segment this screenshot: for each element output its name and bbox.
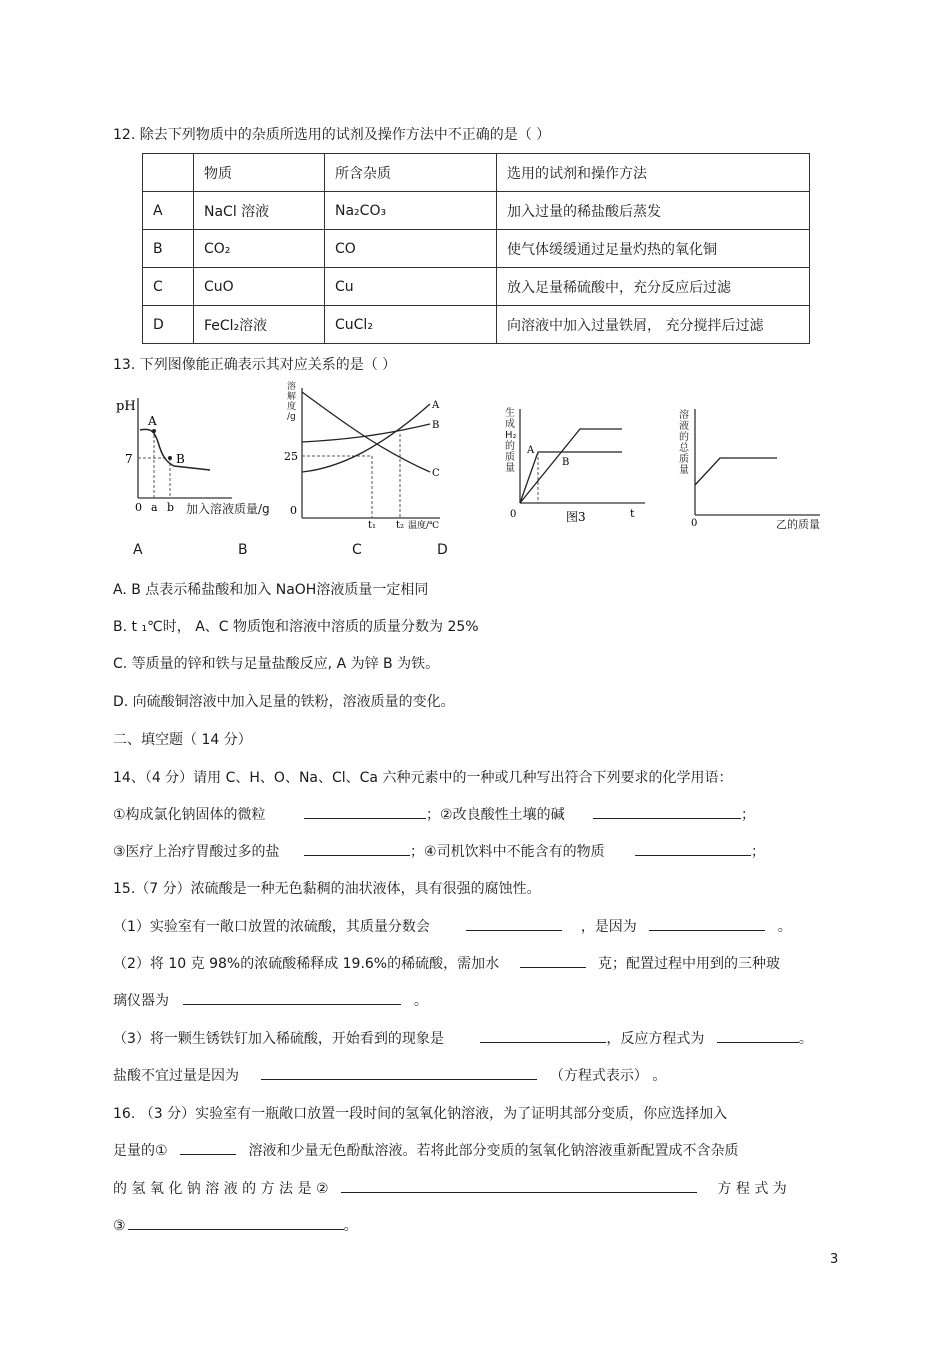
x-axis-label-b: 温度/℃: [408, 521, 440, 530]
curve-c-label: C: [432, 468, 440, 479]
q12-table: [142, 153, 810, 344]
q14-stem: 14、（4 分）请用 C、H、O、Na、Cl、Ca 六种元素中的一种或几种写出符合下列要求的化学用语：: [113, 770, 733, 786]
figure-caption: 图3: [566, 510, 586, 524]
q15-text: 。: [798, 1031, 813, 1047]
q14-line-2: [113, 841, 765, 861]
q14-item-2: ；②改良酸性土壤的碱: [426, 807, 565, 823]
figure-d: [675, 405, 825, 530]
q16-text: ③: [113, 1218, 126, 1234]
table-cell: 加入过量的稀盐酸后蒸发: [497, 192, 810, 230]
table-header-cell: [143, 154, 194, 192]
page-number: 3: [830, 1252, 839, 1267]
q15-part-3b: [113, 1065, 666, 1085]
mass-line: [695, 458, 777, 485]
table-cell: CO: [325, 230, 497, 268]
q15-stem: 15.（7 分）浓硫酸是一种无色黏稠的油状液体，具有很强的腐蚀性。: [113, 881, 541, 897]
point-a-label: A: [148, 414, 157, 428]
curve-a-label: A: [432, 400, 440, 411]
q16-text: 。: [343, 1218, 358, 1234]
tick-a: a: [151, 501, 158, 514]
q15-text: （3）将一颗生锈铁钉加入稀硫酸，开始看到的现象是: [113, 1031, 444, 1047]
q16-line-3: [113, 1178, 787, 1198]
q15-part-1: [113, 916, 792, 936]
table-row: [143, 192, 810, 230]
q16-text: 足量的①: [113, 1143, 168, 1159]
q15-text: 。: [777, 919, 792, 935]
q15-text: 克；配置过程中用到的三种玻: [598, 956, 781, 972]
q15-text: （1）实验室有一敞口放置的浓硫酸，其质量分数会: [113, 919, 430, 935]
table-cell: NaCl 溶液: [194, 192, 325, 230]
answer-blank[interactable]: [128, 1215, 344, 1230]
q15-text: 。: [413, 993, 428, 1009]
answer-blank[interactable]: [304, 841, 410, 856]
table-cell: Cu: [325, 268, 497, 306]
x-axis-label-a: 加入溶液质量/g: [186, 502, 270, 516]
q12-stem: 12. 除去下列物质中的杂质所选用的试剂及操作方法中不正确的是（ ）: [113, 127, 551, 143]
q15-part-3: [113, 1028, 813, 1048]
table-cell: 使气体缓缓通过足量灼热的氧化铜: [497, 230, 810, 268]
figure-label-b: B: [238, 542, 248, 558]
curve-b: [302, 424, 430, 442]
q16-text: 的 氢 氧 化 钠 溶 液 的 方 法 是 ②: [113, 1181, 329, 1197]
q14-semicolon: ；: [741, 807, 756, 823]
line-b: [520, 429, 622, 503]
origin-label: 0: [691, 518, 698, 529]
q15-text: ，是因为: [580, 919, 637, 935]
figure-label-c: C: [352, 542, 362, 558]
q16-line-4: [113, 1215, 358, 1235]
answer-blank[interactable]: [593, 804, 741, 819]
option-a: A. B 点表示稀盐酸和加入 NaOH溶液质量一定相同: [113, 582, 429, 598]
option-b: B. t ₁℃时， A、C 物质饱和溶液中溶质的质量分数为 25%: [113, 619, 479, 635]
table-cell: CuCl₂: [325, 306, 497, 344]
q14-item-1: ①构成氯化钠固体的微粒: [113, 807, 266, 823]
y-axis-label: pH: [116, 399, 136, 414]
table-row: [143, 230, 810, 268]
table-cell: 向溶液中加入过量铁屑， 充分搅拌后过滤: [497, 306, 810, 344]
q16-line-1: 16. （3 分）实验室有一瓶敞口放置一段时间的氢氧化钠溶液，为了证明其部分变质，你应选择加入: [113, 1106, 728, 1122]
x-axis-label-c: t: [630, 507, 635, 520]
answer-blank[interactable]: [649, 916, 765, 931]
answer-blank[interactable]: [304, 804, 426, 819]
table-cell: FeCl₂溶液: [194, 306, 325, 344]
q15-text: ，反应方程式为: [606, 1031, 705, 1047]
table-header-row: [143, 154, 810, 192]
table-header-cell: 物质: [194, 154, 325, 192]
table-header-cell: 选用的试剂和操作方法: [497, 154, 810, 192]
table-cell: B: [143, 230, 194, 268]
point-b-marker: [168, 456, 172, 460]
curve-c: [302, 392, 430, 472]
answer-blank[interactable]: [180, 1140, 236, 1155]
ph-curve: [140, 429, 210, 470]
q16-text: 方 程 式 为: [717, 1181, 787, 1197]
answer-blank[interactable]: [183, 990, 401, 1005]
q14-item-4: ；④司机饮料中不能含有的物质: [410, 844, 605, 860]
q16-line-2: [113, 1140, 738, 1160]
origin-label: 0: [510, 509, 517, 520]
q14-semicolon: ；: [751, 844, 766, 860]
y-axis-label-b: 溶 解 度 /g: [287, 382, 297, 422]
table-cell: CuO: [194, 268, 325, 306]
table-cell: CO₂: [194, 230, 325, 268]
q15-text: 璃仪器为: [113, 993, 169, 1009]
table-cell: A: [143, 192, 194, 230]
table-cell: 放入足量稀硫酸中，充分反应后过滤: [497, 268, 810, 306]
curve-b-label: B: [432, 420, 440, 431]
table-header-cell: 所含杂质: [325, 154, 497, 192]
answer-blank[interactable]: [261, 1065, 537, 1080]
origin-label: 0: [290, 504, 297, 517]
curve-a: [302, 404, 430, 472]
q15-text: 盐酸不宜过量是因为: [113, 1068, 239, 1084]
x-axis-label-d: 乙的质量: [776, 518, 820, 531]
y-axis-label-c: 生成H₂的质量: [505, 408, 517, 474]
tick-t2: t₂: [396, 520, 405, 530]
figure-c: [500, 405, 650, 530]
tick-25: 25: [284, 450, 298, 463]
table-cell: Na₂CO₃: [325, 192, 497, 230]
q14-item-3: ③医疗上治疗胃酸过多的盐: [113, 844, 280, 860]
answer-blank[interactable]: [635, 841, 751, 856]
answer-blank[interactable]: [520, 953, 586, 968]
line-b-label: B: [562, 457, 570, 468]
q13-stem: 13. 下列图像能正确表示其对应关系的是（ ）: [113, 357, 397, 373]
q14-line-1: [113, 804, 755, 824]
option-d: D. 向硫酸铜溶液中加入足量的铁粉，溶液质量的变化。: [113, 694, 455, 710]
answer-blank[interactable]: [341, 1178, 697, 1193]
origin-label: 0: [135, 501, 142, 514]
q15-part-2b: [113, 990, 428, 1010]
point-a-marker: [152, 429, 156, 433]
tick-t1: t₁: [368, 520, 377, 530]
figure-label-a: A: [133, 542, 143, 558]
tick-b: b: [167, 501, 175, 514]
q15-text: （方程式表示） 。: [549, 1068, 667, 1084]
option-c: C. 等质量的锌和铁与足量盐酸反应, A 为锌 B 为铁。: [113, 656, 440, 672]
q16-text: 溶液和少量无色酚酞溶液。若将此部分变质的氢氧化钠溶液重新配置成不含杂质: [248, 1143, 739, 1159]
table-row: [143, 268, 810, 306]
y-axis-label-d: 溶液的总质量: [679, 410, 689, 476]
section-title: 二、填空题（ 14 分）: [113, 732, 252, 748]
figure-label-d: D: [437, 542, 448, 558]
line-a-label: A: [527, 445, 535, 456]
figure-b: [280, 380, 455, 530]
table-row: [143, 306, 810, 344]
point-b-label: B: [176, 452, 185, 466]
answer-blank[interactable]: [466, 916, 562, 931]
answer-blank[interactable]: [717, 1028, 799, 1043]
q15-text: （2）将 10 克 98%的浓硫酸稀释成 19.6%的稀硫酸，需加水: [113, 956, 500, 972]
table-cell: C: [143, 268, 194, 306]
tick-7: 7: [125, 452, 133, 466]
table-cell: D: [143, 306, 194, 344]
answer-blank[interactable]: [480, 1028, 606, 1043]
q15-part-2: [113, 953, 780, 973]
line-a: [520, 452, 622, 503]
